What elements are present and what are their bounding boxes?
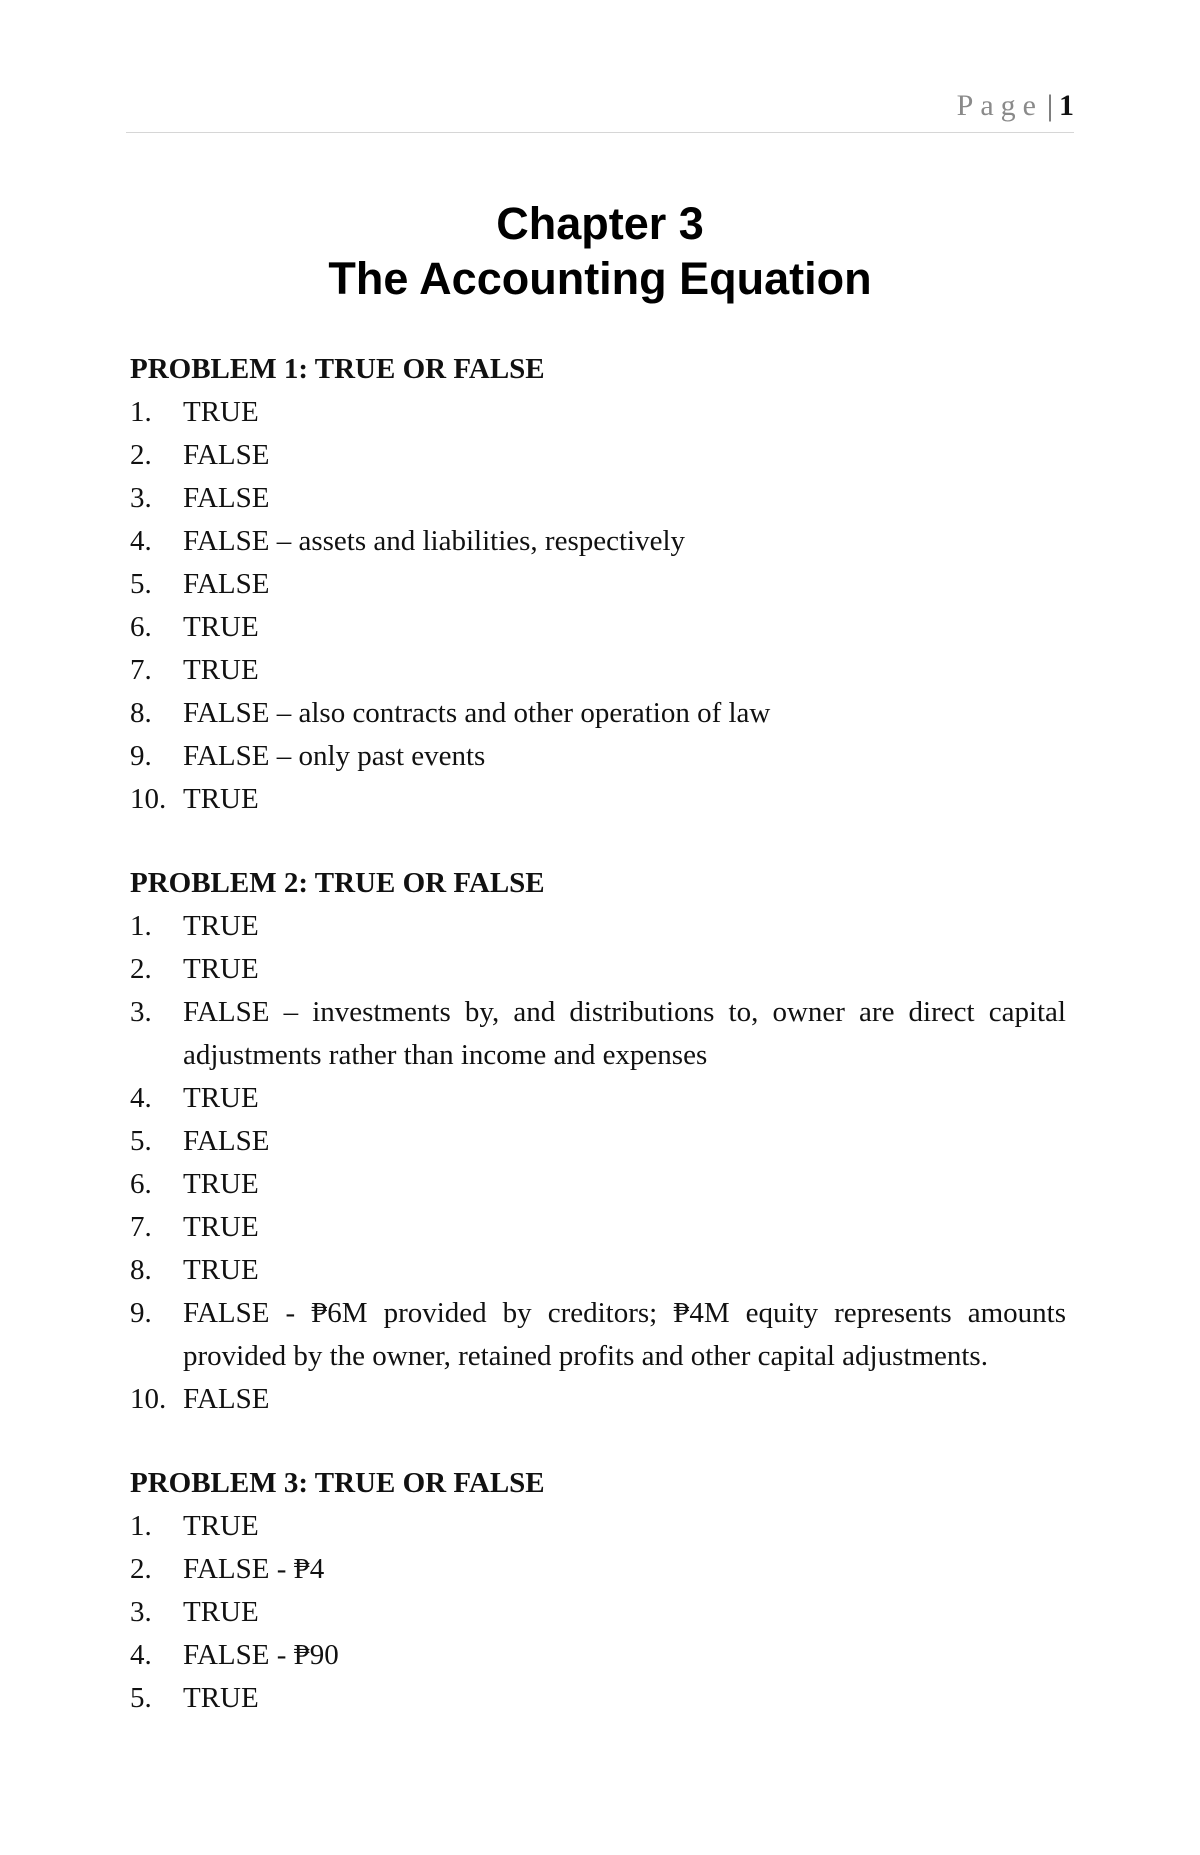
item-text: TRUE [183,1082,259,1114]
chapter-number: Chapter 3 [496,198,704,249]
item-text: TRUE [183,1211,259,1243]
item-text: TRUE [183,611,259,643]
list-item [130,1378,1066,1421]
item-number: 5. [130,568,152,600]
item-number: 10. [130,1383,167,1415]
problem-2 [130,862,1066,1421]
answer-list [130,1505,1066,1720]
item-number: 4. [130,525,152,557]
list-item [130,991,1066,1077]
list-item [130,563,1066,606]
item-text: FALSE [183,568,270,600]
problem-heading: PROBLEM 3: TRUE OR FALSE [130,1467,545,1499]
item-number: 3. [130,996,152,1028]
item-number: 1. [130,910,152,942]
list-item [130,1634,1066,1677]
item-number: 9. [130,740,152,772]
list-item [130,1077,1066,1120]
list-item [130,477,1066,520]
answer-list [130,391,1066,821]
item-text: TRUE [183,783,259,815]
item-number: 6. [130,1168,152,1200]
item-text: FALSE [183,439,270,471]
item-text: FALSE - ₱4 [183,1553,325,1585]
item-text: FALSE – also contracts and other operation of law [183,697,771,729]
item-number: 5. [130,1682,152,1714]
item-text: FALSE [183,1125,270,1157]
item-number: 7. [130,654,152,686]
item-number: 3. [130,482,152,514]
list-item [130,520,1066,563]
item-text: FALSE [183,1383,270,1415]
item-number: 8. [130,1254,152,1286]
chapter-title [126,196,1074,306]
item-number: 1. [130,1510,152,1542]
item-text: TRUE [183,396,259,428]
item-number: 4. [130,1639,152,1671]
problem-heading: PROBLEM 1: TRUE OR FALSE [130,353,545,385]
list-item [130,1206,1066,1249]
problem-heading: PROBLEM 2: TRUE OR FALSE [130,867,545,899]
item-number: 5. [130,1125,152,1157]
list-item [130,649,1066,692]
list-item [130,692,1066,735]
problem-3 [130,1462,1066,1720]
list-item [130,1591,1066,1634]
item-text: TRUE [183,1254,259,1286]
page-separator: | [1046,89,1053,122]
item-text: TRUE [183,910,259,942]
list-item [130,391,1066,434]
list-item [130,1677,1066,1720]
list-item [130,1249,1066,1292]
page-header [126,86,1074,133]
list-item [130,434,1066,477]
list-item [130,778,1066,821]
list-item [130,735,1066,778]
item-text: FALSE – only past events [183,740,486,772]
item-number: 2. [130,439,152,471]
item-number: 1. [130,396,152,428]
page-label: Page [956,89,1043,122]
item-number: 8. [130,697,152,729]
list-item [130,606,1066,649]
list-item [130,1292,1066,1378]
item-text: FALSE - ₱90 [183,1639,339,1671]
list-item [130,1505,1066,1548]
item-text: FALSE - ₱6M provided by creditors; ₱4M equity represents amounts provided by the owner, retained profits and other capital adjustments. [183,1297,1066,1372]
item-text: TRUE [183,953,259,985]
item-number: 2. [130,953,152,985]
item-number: 6. [130,611,152,643]
item-text: FALSE [183,482,270,514]
item-text: TRUE [183,1510,259,1542]
item-text: TRUE [183,654,259,686]
list-item [130,905,1066,948]
chapter-name: The Accounting Equation [328,253,872,304]
problem-1 [130,348,1066,821]
item-number: 9. [130,1297,152,1329]
item-number: 2. [130,1553,152,1585]
answer-list [130,905,1066,1421]
item-number: 10. [130,783,167,815]
item-number: 3. [130,1596,152,1628]
item-number: 4. [130,1082,152,1114]
item-text: TRUE [183,1168,259,1200]
list-item [130,948,1066,991]
item-number: 7. [130,1211,152,1243]
list-item [130,1548,1066,1591]
item-text: FALSE – investments by, and distributions to, owner are direct capital adjustments rather than income and expenses [183,996,1066,1071]
item-text: TRUE [183,1596,259,1628]
list-item [130,1163,1066,1206]
list-item [130,1120,1066,1163]
problems-section [130,348,1066,1761]
item-text: TRUE [183,1682,259,1714]
page-number: 1 [1059,89,1074,122]
item-text: FALSE – assets and liabilities, respectively [183,525,686,557]
